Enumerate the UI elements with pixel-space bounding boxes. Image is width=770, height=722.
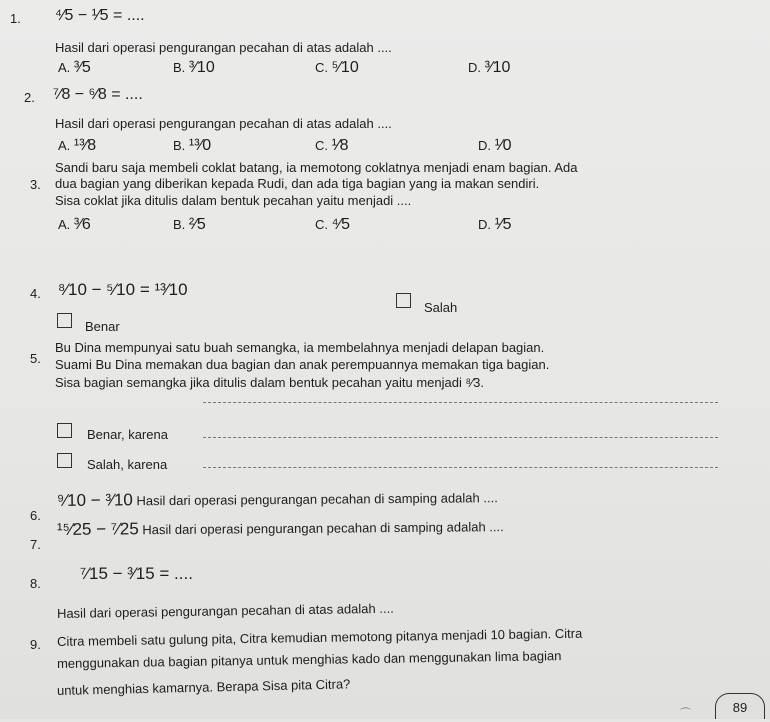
q2-option-b[interactable] xyxy=(173,138,211,153)
q5-text-underline xyxy=(203,402,718,403)
option-value: ⁵⁄10 xyxy=(331,59,359,76)
q5-answer-line-1[interactable] xyxy=(203,437,718,438)
q2-number: 2. xyxy=(24,90,35,105)
q9-line-3: untuk menghias kamarnya. Berapa Sisa pita Citra? xyxy=(56,676,351,698)
option-value: ¹³⁄0 xyxy=(188,137,212,154)
q3-option-c[interactable] xyxy=(315,217,350,232)
page-corner-ornament: ⌒ xyxy=(680,708,691,720)
q3-line-3: Sisa coklat jika ditulis dalam bentuk pecahan yaitu menjadi .... xyxy=(55,193,412,208)
page-number: 89 xyxy=(715,693,765,719)
q6-number: 6. xyxy=(30,508,41,523)
q6-expression: ⁹⁄10 − ³⁄10 xyxy=(56,490,133,510)
q1-option-b[interactable] xyxy=(173,60,215,75)
q4-salah-label: Salah xyxy=(424,300,458,315)
q1-expression: ⁴⁄5 − ¹⁄5 = .... xyxy=(55,7,145,24)
q5-salah-label: Salah, karena xyxy=(87,457,168,472)
q2-option-c[interactable] xyxy=(315,138,349,153)
q3-number: 3. xyxy=(30,177,41,192)
q7-expression: ¹⁵⁄25 − ⁷⁄25 xyxy=(56,519,139,539)
q2-question-text: Hasil dari operasi pengurangan pecahan di atas adalah .... xyxy=(55,116,392,131)
option-letter: A. xyxy=(58,60,71,75)
option-letter: B. xyxy=(173,138,186,153)
q2-option-d[interactable] xyxy=(478,138,512,153)
option-value: ⁴⁄5 xyxy=(331,216,351,233)
q1-number: 1. xyxy=(10,11,21,26)
option-letter: B. xyxy=(173,217,186,232)
option-value: ¹⁄0 xyxy=(494,137,512,154)
q3-line-2: dua bagian yang diberikan kepada Rudi, dan ada tiga bagian yang ia makan sendiri. xyxy=(55,176,540,191)
q3-option-b[interactable] xyxy=(173,217,206,232)
q7-number: 7. xyxy=(30,537,41,552)
option-value: ³⁄6 xyxy=(73,216,91,233)
q5-answer-line-2[interactable] xyxy=(203,467,718,468)
option-letter: D. xyxy=(478,217,491,232)
q4-salah-checkbox[interactable] xyxy=(396,293,411,308)
q5-line-1: Bu Dina mempunyai satu buah semangka, ia membelahnya menjadi delapan bagian. xyxy=(55,340,545,355)
option-letter: A. xyxy=(58,138,71,153)
q4-benar-label: Benar xyxy=(85,319,120,334)
q6-question-text: Hasil dari operasi pengurangan pecahan di samping adalah .... xyxy=(136,490,498,509)
option-letter: B. xyxy=(173,60,186,75)
option-value: ³⁄10 xyxy=(188,59,215,76)
q5-benar-label: Benar, karena xyxy=(87,427,168,442)
q6-row xyxy=(57,489,498,509)
q1-option-d[interactable] xyxy=(468,60,510,75)
q9-line-2: menggunakan dua bagian pitanya untuk menghias kado dan menggunakan lima bagian xyxy=(56,648,562,671)
q5-number: 5. xyxy=(30,351,41,366)
option-value: ²⁄5 xyxy=(188,216,206,233)
q4-expression: ⁸⁄10 − ⁵⁄10 = ¹³⁄10 xyxy=(58,280,188,299)
option-value: ¹³⁄8 xyxy=(73,137,97,154)
option-letter: A. xyxy=(58,217,71,232)
option-letter: D. xyxy=(468,60,481,75)
q3-line-1: Sandi baru saja membeli coklat batang, ia memotong coklatnya menjadi enam bagian. Ada xyxy=(55,160,578,175)
q3-option-a[interactable] xyxy=(58,217,91,232)
option-value: ³⁄5 xyxy=(73,59,91,76)
q7-row xyxy=(57,518,504,538)
q2-expression: ⁷⁄8 − ⁶⁄8 = .... xyxy=(53,86,143,103)
q1-option-a[interactable] xyxy=(58,60,91,75)
q8-question-text: Hasil dari operasi pengurangan pecahan di atas adalah .... xyxy=(56,600,394,621)
option-value: ³⁄10 xyxy=(484,59,511,76)
option-letter: C. xyxy=(315,217,328,232)
option-letter: D. xyxy=(478,138,491,153)
q3-option-d[interactable] xyxy=(478,217,512,232)
q5-benar-checkbox[interactable] xyxy=(57,423,72,438)
q5-line-2: Suami Bu Dina memakan dua bagian dan anak perempuannya memakan tiga bagian. xyxy=(55,357,550,372)
q5-salah-checkbox[interactable] xyxy=(57,453,72,468)
q9-number: 9. xyxy=(30,637,41,652)
q5-line-3: Sisa bagian semangka jika ditulis dalam bentuk pecahan yaitu menjadi ⁸⁄3. xyxy=(55,375,484,390)
q2-option-a[interactable] xyxy=(58,138,96,153)
q9-line-1: Citra membeli satu gulung pita, Citra kemudian memotong pitanya menjadi 10 bagian. Citra xyxy=(56,625,583,649)
q4-benar-checkbox[interactable] xyxy=(57,313,72,328)
q8-expression: ⁷⁄15 − ³⁄15 = .... xyxy=(80,564,193,583)
q7-question-text: Hasil dari operasi pengurangan pecahan di samping adalah .... xyxy=(142,519,504,538)
option-letter: C. xyxy=(315,138,328,153)
q1-option-c[interactable] xyxy=(315,60,359,75)
q4-number: 4. xyxy=(30,286,41,301)
option-letter: C. xyxy=(315,60,328,75)
q8-number: 8. xyxy=(30,576,41,591)
q1-question-text: Hasil dari operasi pengurangan pecahan di atas adalah .... xyxy=(55,40,392,55)
option-value: ¹⁄8 xyxy=(331,137,349,154)
option-value: ¹⁄5 xyxy=(494,216,512,233)
